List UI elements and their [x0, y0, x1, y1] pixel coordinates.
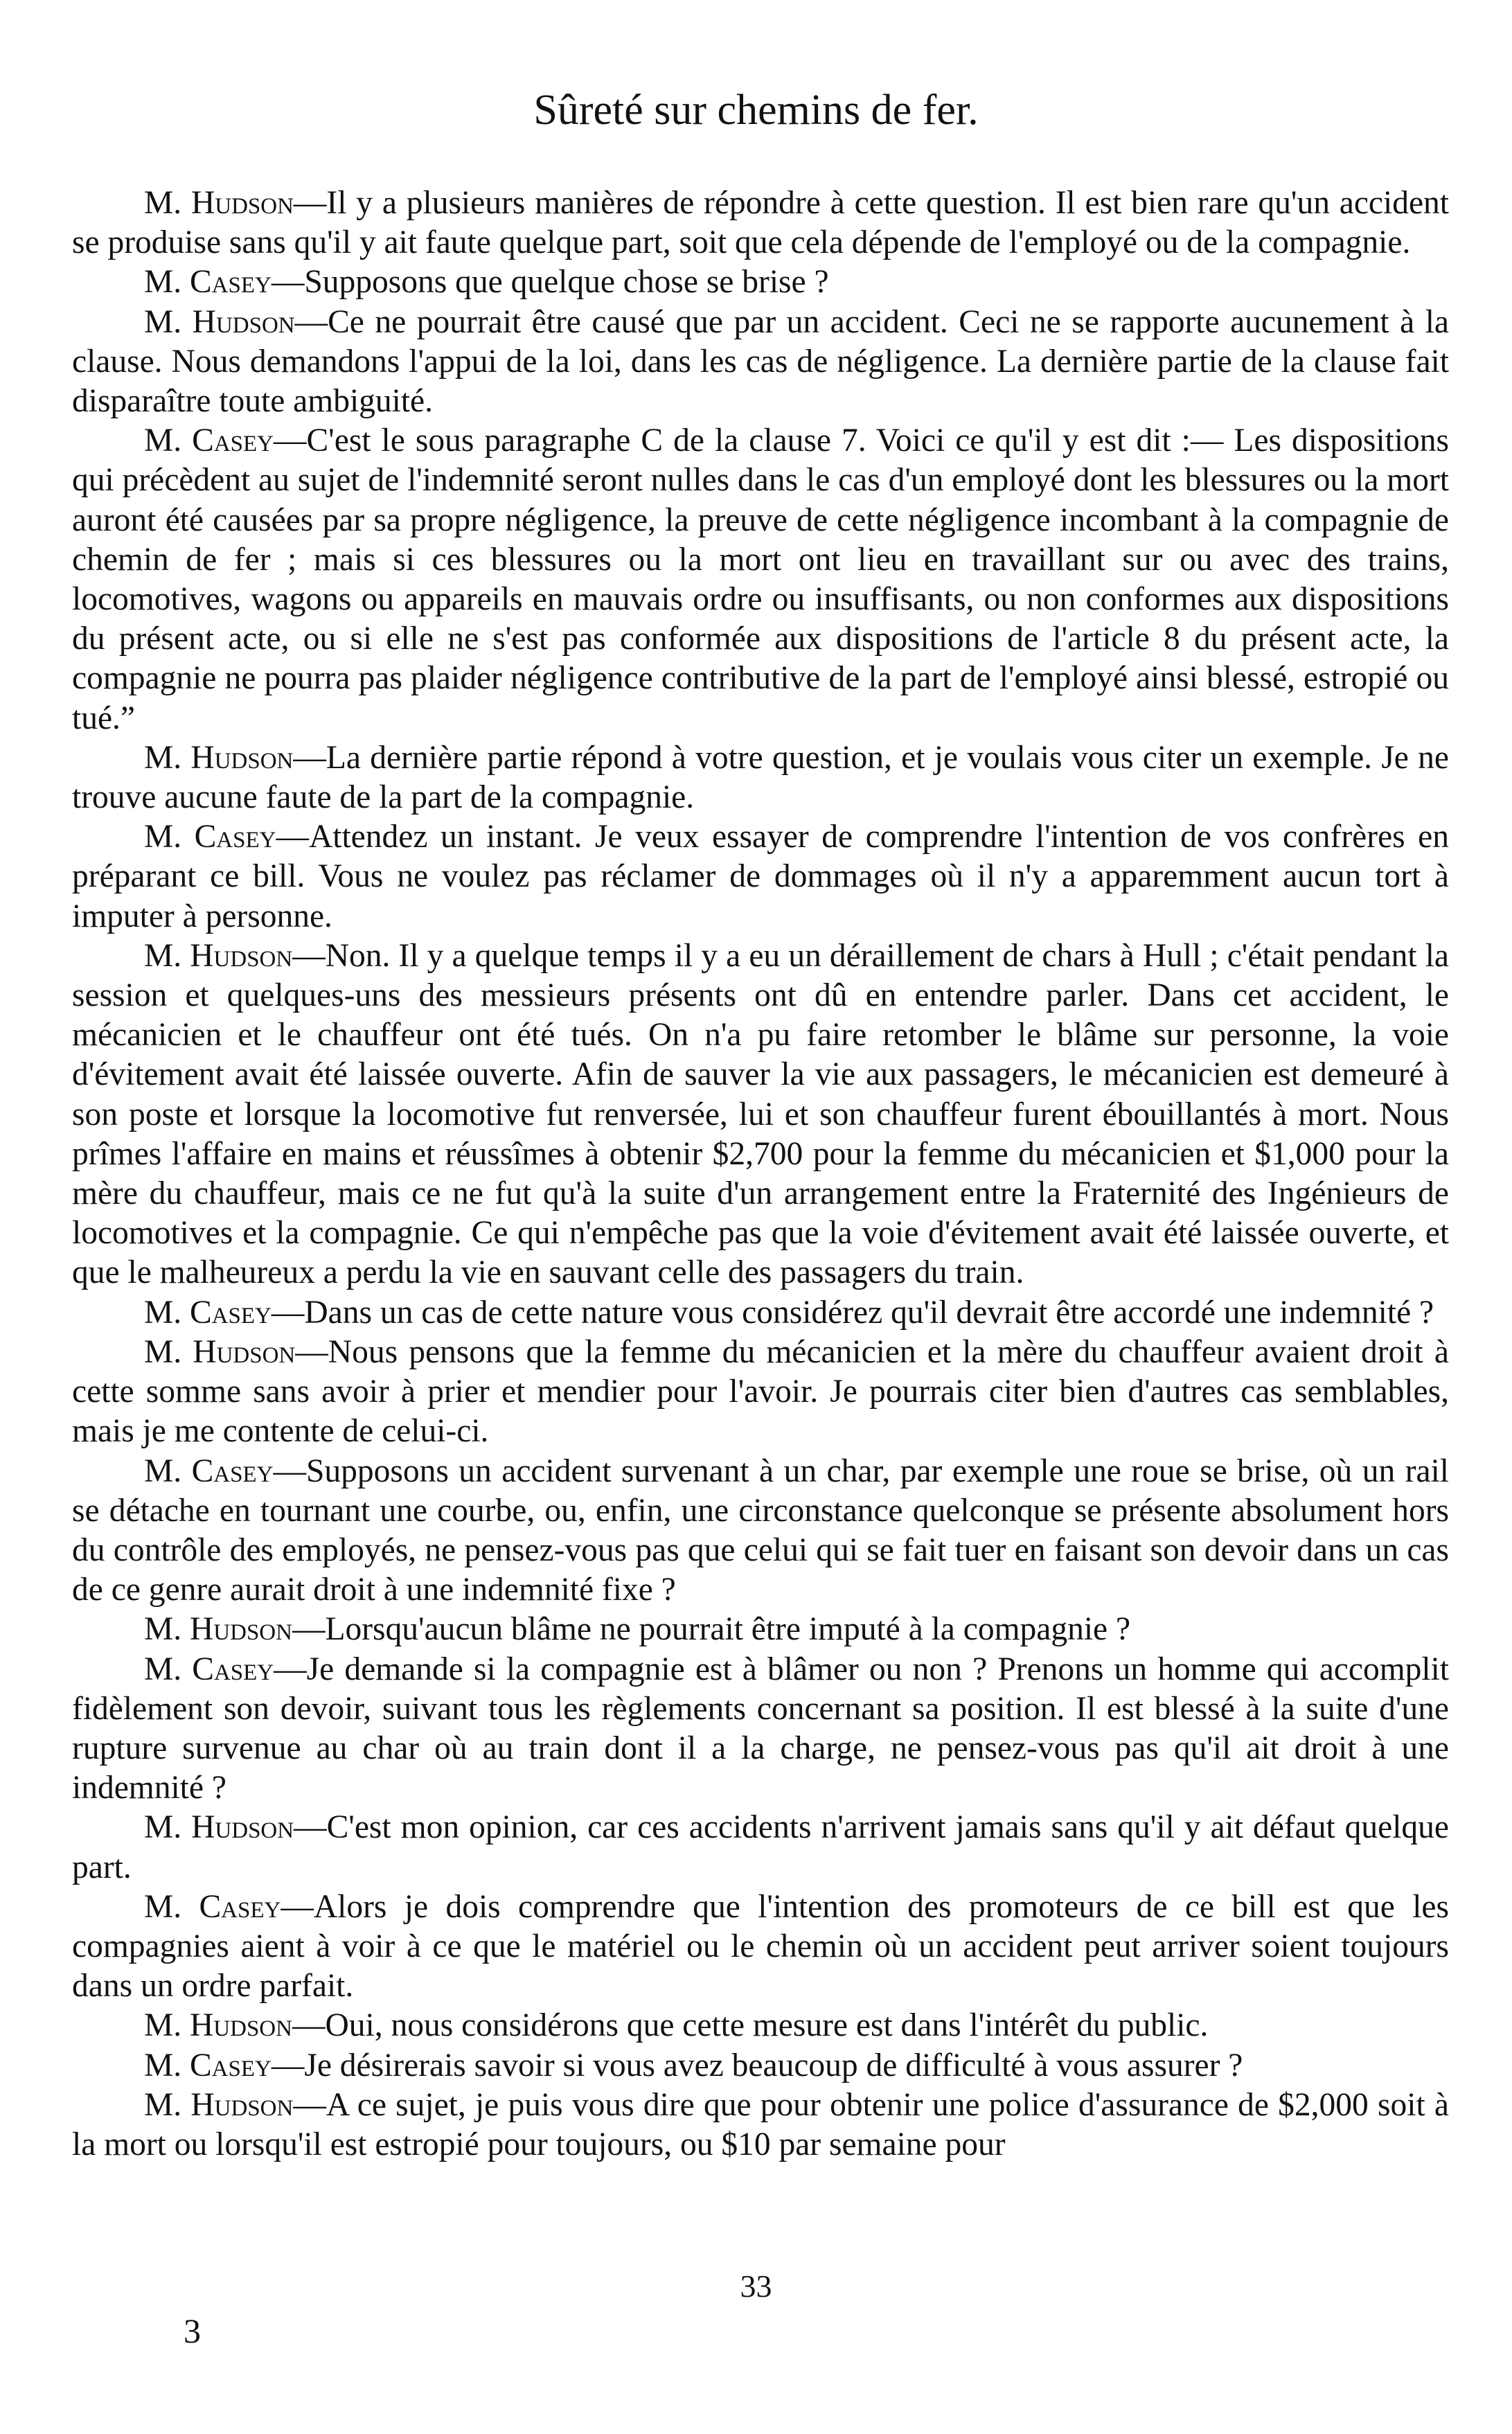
dialogue-paragraph — [72, 1293, 1449, 1333]
page-title: Sûreté sur chemins de fer. — [533, 87, 979, 134]
dialogue-paragraph — [72, 1887, 1449, 2007]
dialogue-paragraph — [72, 936, 1449, 1293]
speaker-name: M. Casey — [144, 264, 272, 301]
dialogue-paragraph — [72, 263, 1449, 302]
page-number: 33 — [740, 2268, 772, 2304]
speaker-name: M. Hudson — [144, 185, 294, 221]
dialogue-paragraph — [72, 738, 1449, 817]
speaker-name: M. Hudson — [144, 303, 295, 340]
paragraph-text: Je désirerais savoir si vous avez beaucoup de difficulté à vous assurer ? — [304, 2047, 1243, 2084]
dialogue-paragraph — [72, 2086, 1449, 2165]
paragraph-text: Il y a plusieurs manières de répondre à cette question. Il est bien rare qu'un accident se produise sans qu'il y ait faute quelque part, soit que cela dépende de l'employé ou de la compagnie. — [72, 185, 1449, 261]
speaker-dash: — — [271, 1294, 305, 1331]
speaker-dash: — — [292, 1611, 326, 1648]
speaker-dash: — — [294, 1809, 327, 1846]
paragraph-text: Supposons que quelque chose se brise ? — [304, 264, 829, 301]
speaker-name: M. Casey — [144, 819, 276, 855]
dialogue-paragraph — [72, 303, 1449, 422]
speaker-name: M. Casey — [144, 2047, 272, 2084]
speaker-dash: — — [295, 1333, 328, 1370]
paragraph-text: Je demande si la compagnie est à blâmer ou non ? Prenons un homme qui accomplit fidèlement son devoir, suivant tous les règlements concernant sa position. Il est blessé à la suite d'une rupture survenue au char où au train dont il a la charge, ne pensez-vous pas qu'il ait droit à une indemnité ? — [72, 1651, 1449, 1806]
dialogue-paragraph — [72, 1452, 1449, 1610]
paragraph-text: Non. Il y a quelque temps il y a eu un déraillement de chars à Hull ; c'était pendant la session et quelques-uns des messieurs présents ont dû en entendre parler. Dans cet accident, le mécanicien et le chauffeur ont été tués. On n'a pu faire retomber le blâme sur personne, la voie d'évitement avait été laissée ouverte. Afin de sauver la vie aux passagers, le mécanicien est demeuré à son poste et lorsque la locomotive fut renversée, lui et son chauffeur furent ébouillantés à mort. Nous prîmes l'affaire en mains et réussîmes à obtenir $2,700 pour la femme du mécanicien et $1,000 pour la mère du chauffeur, mais ce ne fut qu'à la suite d'un arrangement entre la Fraternité des Ingénieurs de locomotives et la compagnie. Ce qui n'empêche pas que la voie d'évitement avait été laissée ouverte, et que le malheureux a perdu la vie en sauvant celle des passagers du train. — [72, 937, 1449, 1291]
speaker-dash: — — [273, 1453, 306, 1489]
dialogue-paragraph — [72, 2006, 1449, 2045]
speaker-dash: — — [294, 303, 328, 340]
paragraph-text: C'est mon opinion, car ces accidents n'arrivent jamais sans qu'il y ait défaut quelque part. — [72, 1809, 1450, 1885]
speaker-name: M. Hudson — [144, 1809, 294, 1846]
speaker-dash: — — [281, 1888, 314, 1925]
paragraph-text: Nous pensons que la femme du mécanicien et la mère du chauffeur avaient droit à cette somme sans avoir à prier et mendier pour l'avoir. Je pourrais citer bien d'autres cas semblables, mais je me contente de celui-ci. — [72, 1333, 1449, 1450]
speaker-dash: — — [271, 264, 305, 301]
speaker-name: M. Hudson — [144, 2086, 294, 2123]
dialogue-paragraph — [72, 1808, 1449, 1887]
paragraph-text: Dans un cas de cette nature vous considérez qu'il devrait être accordé une indemnité ? — [304, 1294, 1434, 1331]
speaker-name: M. Casey — [144, 1453, 274, 1489]
paragraph-text: C'est le sous paragraphe C de la clause 7. Voici ce qu'il y est dit :— Les dispositions qui précèdent au sujet de l'indemnité seront nulles dans le cas d'un employé dont les blessures ou la mort auront été causées par sa propre négligence, la preuve de cette négligence incombant à la compagnie de chemin de fer ; mais si ces blessures ou la mort ont lieu en travaillant sur ou avec des trains, locomotives, wagons ou appareils en mauvais ordre ou insuffisants, ou non conformes aux dispositions du présent acte, ou si elle ne s'est pas conformée aux dispositions de l'article 8 du présent acte, la compagnie ne pourra pas plaider négligence contributive de la part de l'employé ainsi blessé, estropié ou tué.” — [72, 423, 1449, 736]
speaker-name: M. Hudson — [144, 937, 293, 974]
paragraph-text: Oui, nous considérons que cette mesure est dans l'intérêt du public. — [325, 2007, 1209, 2044]
dialogue-paragraph — [72, 1333, 1449, 1452]
signature-mark: 3 — [184, 2311, 201, 2350]
dialogue-paragraph — [72, 421, 1449, 738]
speaker-name: M. Casey — [144, 423, 274, 459]
paragraph-text: Supposons un accident survenant à un char, par exemple une roue se brise, où un rail se détache en tournant une courbe, ou, enfin, une circonstance quelconque se présente absolument hors du contrôle des employés, ne pensez-vous pas que celui qui se fait tuer en faisant son devoir dans un cas de ce genre aurait droit à une indemnité fixe ? — [72, 1453, 1450, 1608]
speaker-dash: — — [274, 1651, 307, 1687]
body-text — [72, 184, 1449, 2165]
speaker-dash: — — [274, 423, 307, 459]
dialogue-paragraph — [72, 184, 1449, 263]
paragraph-text: Lorsqu'aucun blâme ne pourrait être imputé à la compagnie ? — [325, 1611, 1131, 1648]
speaker-name: M. Casey — [144, 1651, 274, 1687]
paragraph-text: Alors je dois comprendre que l'intention des promoteurs de ce bill est que les compagnies aient à voir à ce que le matériel ou le chemin où un accident peut arriver soient toujours dans un ordre parfait. — [72, 1888, 1449, 2005]
dialogue-paragraph — [72, 1650, 1449, 1809]
speaker-dash: — — [292, 2007, 326, 2044]
dialogue-paragraph — [72, 2046, 1449, 2086]
speaker-name: M. Hudson — [144, 739, 294, 776]
speaker-name: M. Hudson — [144, 2007, 292, 2044]
speaker-dash: — — [276, 819, 309, 855]
speaker-name: M. Casey — [144, 1294, 272, 1331]
speaker-dash: — — [292, 937, 326, 974]
speaker-dash: — — [293, 739, 326, 776]
paragraph-text: La dernière partie répond à votre question, et je voulais vous citer un exemple. Je ne trouve aucune faute de la part de la compagnie. — [72, 739, 1450, 816]
speaker-name: M. Casey — [144, 1888, 281, 1925]
paragraph-text: Ce ne pourrait être causé que par un accident. Ceci ne se rapporte aucunement à la clause. Nous demandons l'appui de la loi, dans les cas de négligence. La dernière partie de la clause fait disparaître toute ambiguité. — [72, 303, 1449, 420]
speaker-dash: — — [293, 185, 327, 221]
paragraph-text: Attendez un instant. Je veux essayer de comprendre l'intention de vos confrères en préparant ce bill. Vous ne voulez pas réclamer de dommages où il n'y a apparemment aucun tort à imputer à personne. — [72, 819, 1449, 934]
dialogue-paragraph — [72, 1610, 1449, 1649]
speaker-name: M. Hudson — [144, 1611, 292, 1648]
speaker-name: M. Hudson — [144, 1333, 296, 1370]
paragraph-text: A ce sujet, je puis vous dire que pour obtenir une police d'assurance de $2,000 soit à la mort ou lorsqu'il est estropié pour toujours, ou $10 par semaine pour — [72, 2086, 1449, 2162]
speaker-dash: — — [271, 2047, 305, 2084]
dialogue-paragraph — [72, 817, 1449, 936]
speaker-dash: — — [293, 2086, 326, 2123]
